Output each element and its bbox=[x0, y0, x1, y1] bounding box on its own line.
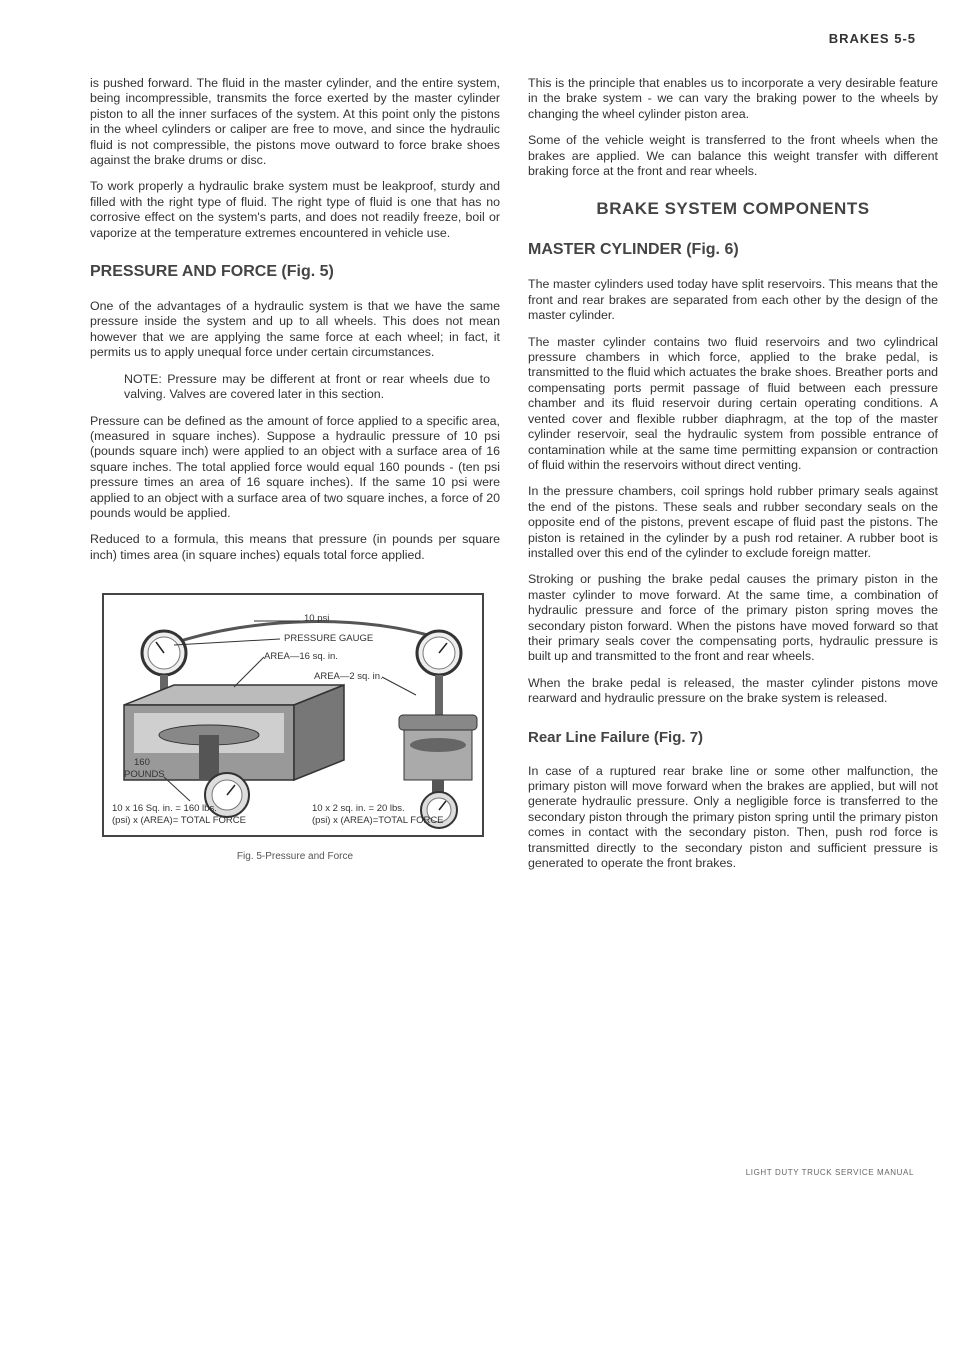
note: NOTE: Pressure may be different at front or rear wheels due to valving. Valves are covered later in this section. bbox=[124, 371, 490, 402]
paragraph: To work properly a hydraulic brake system must be leakproof, sturdy and filled with the right type of fluid. The right type of fluid is one that has no corrosive effect on the system's parts, and does not readily freeze, boil or vaporize at the temperature extremes encountered in vehicle use. bbox=[90, 179, 500, 240]
formula-left-line2: (psi) x (AREA)= TOTAL FORCE bbox=[112, 815, 246, 827]
section-heading-pressure-force: PRESSURE AND FORCE (Fig. 5) bbox=[90, 263, 334, 281]
major-heading-brake-components: BRAKE SYSTEM COMPONENTS bbox=[596, 199, 870, 219]
label-pounds: POUNDS bbox=[124, 769, 165, 781]
paragraph: is pushed forward. The fluid in the master cylinder, and the entire system, being incompressible, transmits the force exerted by the master cylinder piston to all the inner surfaces of the system. At this point only the pistons in the wheel cylinders or caliper are free to move, and since the hydraulic fluid is not compressible, the pistons move outward to force brake shoes against the brake drums or disc. bbox=[90, 76, 500, 168]
paragraph: The master cylinders used today have split reservoirs. This means that the front and rear brakes are separated from each other by the design of the master cylinder. bbox=[528, 277, 938, 323]
paragraph: Stroking or pushing the brake pedal causes the primary piston in the master cylinder to move forward. At the same time, a combination of hydraulic pressure and force of the primary piston spring moves the secondary piston forward. When the pistons have moved forward so that their primary seals cover the compensating ports, hydraulic pressure is built up and transmitted to the front and rear wheels. bbox=[528, 572, 938, 664]
paragraph: Reduced to a formula, this means that pressure (in pounds per square inch) times area (in square inches) equals total force applied. bbox=[90, 532, 500, 562]
paragraph: In case of a ruptured rear brake line or some other malfunction, the primary piston will move forward when the brakes are applied, but will not generate hydraulic pressure. Only a negligible force is transferred to the secondary piston through the primary piston spring until the primary piston comes in contact with the secondary piston. Then, push rod force is transmitted directly to the secondary piston and sufficient pressure is generated to operate the front brakes. bbox=[528, 763, 938, 871]
subsection-heading-rear-line-failure: Rear Line Failure (Fig. 7) bbox=[528, 728, 704, 746]
figure-caption: Fig. 5-Pressure and Force bbox=[236, 851, 354, 863]
paragraph: Some of the vehicle weight is transferred to the front wheels when the brakes are applied. We can balance this weight transfer with different braking force at the front and rear wheels. bbox=[528, 133, 938, 179]
formula-right-line2: (psi) x (AREA)=TOTAL FORCE bbox=[312, 815, 444, 827]
label-10-psi: 10 psi bbox=[304, 613, 330, 625]
left-column bbox=[90, 76, 500, 862]
paragraph: The master cylinder contains two fluid reservoirs and two cylindrical pressure chambers in which force, applied to the brake pedal, is transmitted to the fluid which actuates the brake shoes. Breather ports and compensating ports permit passage of fluid between each pressure chamber and its fluid reservoir during certain operating conditions. A vented cover and flexible rubber diaphragm, at the top of the master cylinder reservoir, seal the hydraulic system from possible entrance of contamination while at the same time permitting expansion or contraction of fluid within the reservoirs without direct venting. bbox=[528, 334, 938, 472]
pressure-force-illustration bbox=[104, 595, 482, 835]
label-area-16: AREA—16 sq. in. bbox=[264, 651, 338, 663]
label-160: 160 bbox=[134, 757, 150, 769]
label-area-2: AREA—2 sq. in. bbox=[314, 671, 383, 683]
paragraph: When the brake pedal is released, the master cylinder pistons move rearward and hydraulic pressure on the brake system is released. bbox=[528, 675, 938, 706]
paragraph: In the pressure chambers, coil springs hold rubber primary seals against the end of the pistons. These seals and rubber secondary seals on the opposite end of the pistons, prevent escape of fluid past the pistons. The piston is retained in the cylinder by a push rod retainer. A rubber boot is installed over this end of the cylinder to exclude foreign matter. bbox=[528, 484, 938, 560]
right-column bbox=[528, 76, 938, 882]
formula-right-line1: 10 x 2 sq. in. = 20 lbs. bbox=[312, 803, 405, 815]
page-header: BRAKES 5-5 bbox=[828, 31, 916, 46]
paragraph: This is the principle that enables us to incorporate a very desirable feature in the brake system - we can vary the braking power to the wheels by changing the wheel cylinder piston area. bbox=[528, 76, 938, 121]
formula-left-line1: 10 x 16 Sq. in. = 160 lbs. bbox=[112, 803, 217, 815]
paragraph: Pressure can be defined as the amount of force applied to a specific area, (measured in square inches). Suppose a hydraulic pressure of 10 psi (pounds square inch) were applied to an object with a surface area of 16 square inches. The total applied force would equal 160 pounds - (ten psi pressure times an area of 16 square inches). If the same 10 psi were applied to an object with a surface area of two square inches, a force of 20 pounds would be applied. bbox=[90, 413, 500, 520]
section-heading-master-cylinder: MASTER CYLINDER (Fig. 6) bbox=[528, 241, 739, 259]
label-pressure-gauge: PRESSURE GAUGE bbox=[284, 633, 374, 645]
figure-pressure-force bbox=[102, 593, 484, 837]
page-footer: LIGHT DUTY TRUCK SERVICE MANUAL bbox=[745, 1168, 914, 1177]
paragraph: One of the advantages of a hydraulic system is that we have the same pressure inside the system and up to all wheels. This does not mean however that we are applying the same force at each wheel; in fact, it permits us to apply unequal force under certain circumstances. bbox=[90, 299, 500, 360]
